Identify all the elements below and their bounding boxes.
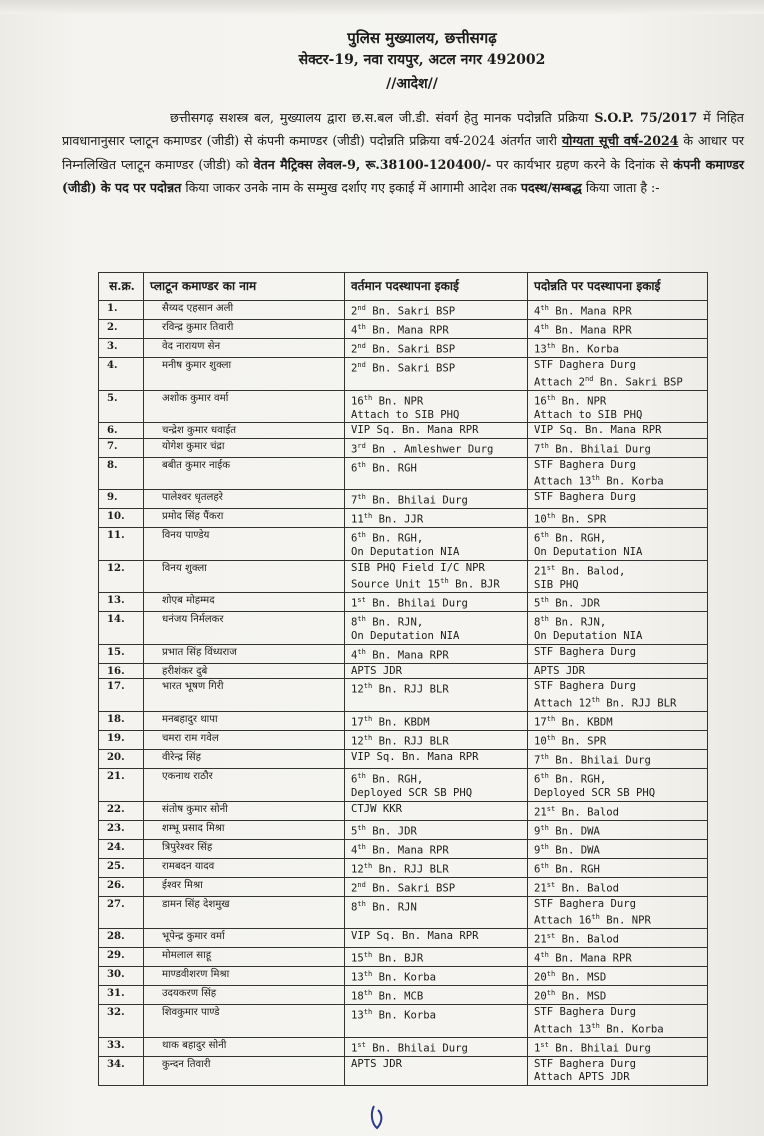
current-posting-cell: 13th Bn. Korba	[345, 967, 528, 986]
table-row	[99, 731, 708, 750]
table-header-row	[99, 273, 708, 301]
current-posting-cell: 18th Bn. MCB	[345, 986, 528, 1005]
promoted-posting-cell: 4th Bn. Mana RPR	[528, 948, 708, 967]
name-cell: मोमलाल साहू	[144, 948, 345, 967]
current-posting-cell: APTS JDR	[345, 1056, 528, 1085]
table-row	[99, 423, 708, 439]
name-cell: पालेश्वर धृतलहरे	[144, 490, 345, 509]
name-cell: रामबदन यादव	[144, 858, 345, 877]
para-text-3: के आधार पर निम्नलिखित प्लाटून कमाण्डर (जीडी) को	[62, 133, 745, 172]
promoted-posting-cell: STF Baghera Durg	[528, 490, 708, 509]
current-posting-cell: 13th Bn. Korba	[345, 1005, 528, 1038]
serial-cell: 7.	[99, 438, 144, 457]
name-cell: चन्द्रेश कुमार धवाईत	[144, 423, 345, 439]
current-posting-cell: 2nd Bn. Sakri BSP	[345, 339, 528, 358]
promoted-posting-cell: STF Baghera Durg Attach 16th Bn. NPR	[528, 896, 708, 929]
serial-cell: 29.	[99, 948, 144, 967]
serial-cell: 32.	[99, 1005, 144, 1038]
promotion-post: कंपनी कमाण्डर (जीडी) के पद पर पदोन्नत	[62, 156, 744, 195]
name-cell: कुन्दन तिवारी	[144, 1056, 345, 1085]
serial-cell: 5.	[99, 390, 144, 423]
name-cell: रविन्द्र कुमार तिवारी	[144, 320, 345, 339]
name-cell: प्रमोद सिंह पैंकरा	[144, 509, 345, 528]
serial-cell: 1.	[99, 301, 144, 320]
para-text-4: पर कार्यभार ग्रहण करने के दिनांक से	[491, 156, 674, 172]
current-posting-cell: 4th Bn. Mana RPR	[345, 320, 528, 339]
name-cell: बबीत कुमार नाईक	[144, 457, 345, 490]
table-row	[99, 750, 708, 769]
current-posting-cell: 1st Bn. Bhilai Durg	[345, 1037, 528, 1056]
table-row	[99, 490, 708, 509]
promoted-posting-cell: 13th Bn. Korba	[528, 339, 708, 358]
table-row	[99, 663, 708, 679]
name-cell: भारत भूषण गिरी	[144, 679, 345, 712]
table-row	[99, 301, 708, 320]
promoted-posting-cell: 8th Bn. RJN, On Deputation NIA	[528, 612, 708, 645]
serial-cell: 15.	[99, 644, 144, 663]
current-posting-cell: VIP Sq. Bn. Mana RPR	[345, 750, 528, 769]
serial-cell: 3.	[99, 339, 144, 358]
table-row	[99, 986, 708, 1005]
table-row	[99, 801, 708, 820]
serial-cell: 12.	[99, 560, 144, 593]
promoted-posting-cell: 16th Bn. NPR Attach to SIB PHQ	[528, 390, 708, 423]
name-cell: विनय पाण्डेय	[144, 528, 345, 561]
name-cell: अशोक कुमार वर्मा	[144, 390, 345, 423]
promoted-posting-cell: 20th Bn. MSD	[528, 967, 708, 986]
name-cell: डामन सिंह देशमुख	[144, 896, 345, 929]
table-row	[99, 820, 708, 839]
table-row	[99, 769, 708, 802]
table-row	[99, 390, 708, 423]
promoted-posting-cell: 21st Bn. Balod	[528, 801, 708, 820]
serial-cell: 6.	[99, 423, 144, 439]
current-posting-cell: 15th Bn. BJR	[345, 948, 528, 967]
name-cell: वीरेन्द्र सिंह	[144, 750, 345, 769]
table-row	[99, 711, 708, 730]
current-posting-cell: 3rd Bn . Amleshwer Durg	[345, 438, 528, 457]
promoted-posting-cell: 21st Bn. Balod	[528, 929, 708, 948]
serial-cell: 25.	[99, 858, 144, 877]
name-cell: मनीष कुमार शुक्ला	[144, 358, 345, 391]
name-cell: एकनाथ राठौर	[144, 769, 345, 802]
name-cell: प्रभात सिंह विंध्यराज	[144, 644, 345, 663]
table-row	[99, 457, 708, 490]
serial-cell: 8.	[99, 457, 144, 490]
table-row	[99, 528, 708, 561]
promoted-posting-cell: 9th Bn. DWA	[528, 820, 708, 839]
current-posting-cell: 12th Bn. RJJ BLR	[345, 731, 528, 750]
current-posting-cell: 2nd Bn. Sakri BSP	[345, 301, 528, 320]
name-cell: सैय्यद एहसान अली	[144, 301, 345, 320]
promoted-posting-cell: 20th Bn. MSD	[528, 986, 708, 1005]
promoted-posting-cell: 10th Bn. SPR	[528, 731, 708, 750]
current-posting-cell: 6th Bn. RGH	[345, 457, 528, 490]
serial-cell: 13.	[99, 593, 144, 612]
name-cell: धनंजय निर्मलकर	[144, 612, 345, 645]
promoted-posting-cell: 1st Bn. Bhilai Durg	[528, 1037, 708, 1056]
promoted-posting-cell: 4th Bn. Mana RPR	[528, 301, 708, 320]
promotion-table	[98, 272, 708, 1086]
posting-type: पदस्थ/सम्बद्ध	[520, 179, 582, 195]
table-row	[99, 858, 708, 877]
serial-cell: 22.	[99, 801, 144, 820]
para-text-6: किया जाता है :-	[581, 179, 660, 195]
table-row	[99, 1056, 708, 1085]
current-posting-cell: VIP Sq. Bn. Mana RPR	[345, 929, 528, 948]
merit-list-reference: योग्यता सूची वर्ष-2024	[561, 133, 679, 149]
promoted-posting-cell: STF Baghera Durg Attach 13th Bn. Korba	[528, 1005, 708, 1038]
current-posting-cell: 12th Bn. RJJ BLR	[345, 858, 528, 877]
name-cell: विनय शुक्ला	[144, 560, 345, 593]
current-posting-cell: VIP Sq. Bn. Mana RPR	[345, 423, 528, 439]
serial-cell: 24.	[99, 839, 144, 858]
promoted-posting-cell: STF Baghera Durg Attach 12th Bn. RJJ BLR	[528, 679, 708, 712]
name-cell: थाक बहादुर सोनी	[144, 1037, 345, 1056]
name-cell: चमरा राम गवेल	[144, 731, 345, 750]
table-row	[99, 679, 708, 712]
promoted-posting-cell: 9th Bn. DWA	[528, 839, 708, 858]
current-posting-cell: 8th Bn. RJN	[345, 896, 528, 929]
promoted-posting-cell: STF Baghera Durg Attach APTS JDR	[528, 1056, 708, 1085]
current-posting-cell: 1st Bn. Bhilai Durg	[345, 593, 528, 612]
current-posting-cell: CTJW KKR	[345, 801, 528, 820]
current-posting-cell: 6th Bn. RGH, Deployed SCR SB PHQ	[345, 769, 528, 802]
para-text-1: छत्तीसगढ़ सशस्त्र बल, मुख्यालय द्वारा छ.स.बल जी.डी. संवर्ग हेतु मानक पदोन्नति प्रक्रिया	[170, 110, 589, 125]
table-row	[99, 839, 708, 858]
serial-cell: 11.	[99, 528, 144, 561]
table-row	[99, 877, 708, 896]
table-row	[99, 509, 708, 528]
table-row	[99, 593, 708, 612]
name-cell: शिवकुमार पाण्डे	[144, 1005, 345, 1038]
promoted-posting-cell: STF Baghera Durg	[528, 644, 708, 663]
name-cell: त्रिपुरेश्वर सिंह	[144, 839, 345, 858]
promoted-posting-cell: 6th Bn. RGH, On Deputation NIA	[528, 528, 708, 561]
pen-mark-icon	[368, 1104, 388, 1134]
current-posting-cell: 8th Bn. RJN, On Deputation NIA	[345, 612, 528, 645]
table-row	[99, 896, 708, 929]
serial-cell: 10.	[99, 509, 144, 528]
promoted-posting-cell: STF Daghera Durg Attach 2nd Bn. Sakri BSP	[528, 358, 708, 391]
promoted-posting-cell: 7th Bn. Bhilai Durg	[528, 438, 708, 457]
promoted-posting-cell: 21st Bn. Balod, SIB PHQ	[528, 560, 708, 593]
current-posting-cell: 2nd Bn. Sakri BSP	[345, 877, 528, 896]
office-address: सेक्टर-19, नवा रायपुर, अटल नगर 492002	[298, 52, 546, 68]
current-posting-cell: 12th Bn. RJJ BLR	[345, 679, 528, 712]
name-cell: वेद नारायण सेन	[144, 339, 345, 358]
name-cell: माण्डवीशरण मिश्रा	[144, 967, 345, 986]
current-posting-cell: 4th Bn. Mana RPR	[345, 644, 528, 663]
header-name: प्लाटून कमाण्डर का नाम	[144, 273, 345, 301]
serial-cell: 34.	[99, 1056, 144, 1085]
para-text-2: में निहित प्रावधानानुसार प्लाटून कमाण्डर (जीडी) से कंपनी कमाण्डर (जीडी) पदोन्नति प्रक्रिया वर्ष-2024 अंतर्गत जारी	[62, 110, 744, 149]
header-promoted-posting: पदोन्नति पर पदस्थापना इकाई	[528, 273, 708, 301]
promoted-posting-cell: VIP Sq. Bn. Mana RPR	[528, 423, 708, 439]
name-cell: मनबहादुर थापा	[144, 711, 345, 730]
current-posting-cell: 16th Bn. NPR Attach to SIB PHQ	[345, 390, 528, 423]
promoted-posting-cell: APTS JDR	[528, 663, 708, 679]
pay-matrix: वेतन मैट्रिक्स लेवल-9, रू.38100-120400/-	[253, 156, 492, 172]
table-row	[99, 948, 708, 967]
promoted-posting-cell: 4th Bn. Mana RPR	[528, 320, 708, 339]
name-cell: संतोष कुमार सोनी	[144, 801, 345, 820]
serial-cell: 21.	[99, 769, 144, 802]
serial-cell: 9.	[99, 490, 144, 509]
current-posting-cell: APTS JDR	[345, 663, 528, 679]
serial-cell: 26.	[99, 877, 144, 896]
current-posting-cell: 17th Bn. KBDM	[345, 711, 528, 730]
promoted-posting-cell: 6th Bn. RGH, Deployed SCR SB PHQ	[528, 769, 708, 802]
promoted-posting-cell: 6th Bn. RGH	[528, 858, 708, 877]
serial-cell: 16.	[99, 663, 144, 679]
serial-cell: 18.	[99, 711, 144, 730]
para-text-5: किया जाकर उनके नाम के सम्मुख दर्शाए गए इकाई में आगामी आदेश तक	[181, 179, 521, 195]
promoted-posting-cell: 17th Bn. KBDM	[528, 711, 708, 730]
serial-cell: 23.	[99, 820, 144, 839]
current-posting-cell: 5th Bn. JDR	[345, 820, 528, 839]
table-row	[99, 1037, 708, 1056]
promoted-posting-cell: 21st Bn. Balod	[528, 877, 708, 896]
serial-cell: 20.	[99, 750, 144, 769]
current-posting-cell: 11th Bn. JJR	[345, 509, 528, 528]
serial-cell: 17.	[99, 679, 144, 712]
sop-reference: S.O.P. 75/2017	[594, 110, 698, 125]
promoted-posting-cell: 7th Bn. Bhilai Durg	[528, 750, 708, 769]
serial-cell: 30.	[99, 967, 144, 986]
office-name: पुलिस मुख्यालय, छत्तीसगढ़	[347, 29, 497, 47]
table-row	[99, 560, 708, 593]
order-paragraph	[62, 106, 744, 199]
table-row	[99, 612, 708, 645]
order-title: //आदेश//	[386, 76, 438, 92]
name-cell: योगेश कुमार चंद्रा	[144, 438, 345, 457]
name-cell: उदयकरण सिंह	[144, 986, 345, 1005]
serial-cell: 2.	[99, 320, 144, 339]
current-posting-cell: 2nd Bn. Sakri BSP	[345, 358, 528, 391]
promoted-posting-cell: 10th Bn. SPR	[528, 509, 708, 528]
table-row	[99, 438, 708, 457]
table-row	[99, 929, 708, 948]
header-current-posting: वर्तमान पदस्थापना इकाई	[345, 273, 528, 301]
current-posting-cell: 4th Bn. Mana RPR	[345, 839, 528, 858]
serial-cell: 4.	[99, 358, 144, 391]
page-edge-shadow	[0, 0, 764, 14]
name-cell: भूपेन्द्र कुमार वर्मा	[144, 929, 345, 948]
name-cell: ईश्वर मिश्रा	[144, 877, 345, 896]
name-cell: शोएब मोहम्मद	[144, 593, 345, 612]
current-posting-cell: 6th Bn. RGH, On Deputation NIA	[345, 528, 528, 561]
name-cell: शम्भू प्रसाद मिश्रा	[144, 820, 345, 839]
serial-cell: 31.	[99, 986, 144, 1005]
serial-cell: 14.	[99, 612, 144, 645]
table-row	[99, 320, 708, 339]
table-row	[99, 644, 708, 663]
table-row	[99, 339, 708, 358]
promoted-posting-cell: STF Baghera Durg Attach 13th Bn. Korba	[528, 457, 708, 490]
header-serial: स.क्र.	[99, 273, 144, 301]
current-posting-cell: 7th Bn. Bhilai Durg	[345, 490, 528, 509]
table-row	[99, 358, 708, 391]
table-row	[99, 967, 708, 986]
serial-cell: 27.	[99, 896, 144, 929]
current-posting-cell: SIB PHQ Field I/C NPR Source Unit 15th Bn. BJR	[345, 560, 528, 593]
name-cell: हरीशंकर दुबे	[144, 663, 345, 679]
table-row	[99, 1005, 708, 1038]
promoted-posting-cell: 5th Bn. JDR	[528, 593, 708, 612]
serial-cell: 28.	[99, 929, 144, 948]
serial-cell: 33.	[99, 1037, 144, 1056]
serial-cell: 19.	[99, 731, 144, 750]
